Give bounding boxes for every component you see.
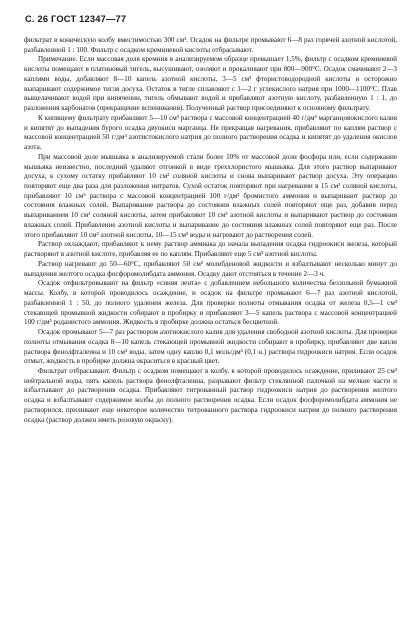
body-text: [24, 36, 397, 425]
paragraph-permanganate: К кипящему фильтрату прибавляют 5—10 см³ раствора с массовой концентрацией 40 г/дм³ марганцовокислого калия и кипятят до выпадения бурого осадка двуокиси марганца. Не прекращая нагревания, прибавляют по каплям раствор с массовой концентрацией 50 г/дм³ азотистокислого натрия до полного растворения осадка и кипятят до удаления окислов азота.: [24, 113, 397, 152]
page-header: С. 26 ГОСТ 12347—77: [25, 14, 127, 24]
paragraph-arsenic-removal: При массовой доле мышьяка в анализируемой стали более 10% от массовой доли фосфора или, если содержание мышьяка неизвестно, последний удаляют отгонкой в виде треххлористого мышьяка. Для этого раствор выпаривают досуха, к сухому остатку прибавляют 10 см³ соляной кислоты и снова выпаривают раствор досуха. Эту операцию повторяют еще два раза для разложения нитратов. Сухой остаток повторяют при нагревании в 15 см³ соляной кислоты, прибавляют 10 см³ раствора с массовой концентрацией 100 г/дм³ бромистого аммония и выпаривают раствор до состояния влажных солей. Выпаривание раствора до состояния влажных солей повторяют еще раз, добавив перед выпариванием 10 см³ соляной кислоты, затем прибавляют 10 см³ азотной кислоты и выпаривают раствор до состояния влажных солей. Прибавление азотной кислоты и выпаривание до состояния влажных солей повторяют еще раз. После этого прибавляют 10 см³ азотной кислоты, 10—15 см³ воды и нагревают до растворения солей.: [24, 152, 397, 239]
paragraph-titration: Фильтрат отбрасывают. Фильтр с осадком помещают в колбу, в которой проводилось осаждение, приливают 25 см³ нейтральной воды, пять капель раствора фенолфталеина, разрывают фильтр стеклянной палочкой на мелкие части и взбалтывают до растворения осадка. Прибавляют титрованный раствор гидроокиси натрия до растворения желтого осадка и взбалтывают содержимое колбы до полного растворения осадка. Если осадок фосфоромолибдата аммония не растворился, приливают еще некоторое количество титрованного раствора гидроокиси натрия до полного растворения осадка (раствор должен иметь розовую окраску).: [24, 366, 397, 424]
paragraph-note-silicon: Примечание. Если массовая доля кремния в анализируемом образце превышает 1,5%, фильтр с осадком кремниевой кислоты помещают в платиновый тигель, высушивают, озоляют и прокаливают при 800—900°С. Осадок смачивают 2—3 каплями воды, добавляют 8—10 капель азотной кислоты, 3—5 см³ фтористоводородной кислоты и осторожно выпаривают содержимое тигля досуха. Остаток в тигле сплавляют с 1—2 г углекислого натрия при 1000—1100°С. Плав выщелачивают водой при кипячении, тигель обмывают водой и прибавляют азотную кислоту, разбавленную 1 : 1, до разложения карбонатов (прекращение вспенивания). Полученный раствор присоединяют к основному фильтрату.: [24, 55, 397, 113]
paragraph-washing: Осадок промывают 5—7 раз раствором азотнокислого калия для удаления свободной азотной кислоты. Для проверки полноты отмывания осадка 8—10 капель стекающей промывной жидкости собирают в пробирку, прибавляют две капли раствора фенолфталеина и 10 см³ воды, затем одну каплю 0,1 моль/дм³ (0,1 н.) раствора гидроокиси натрия. Если осадок отмыт, жидкость в пробирке должна окраситься в красный цвет.: [24, 328, 397, 366]
paragraph-ammonia: Раствор охлаждают, прибавляют к нему раствор аммиака до начала выпадения осадка гидроокиси железа, который растворяют в азотной кислоте, прибавляя ее по каплям. Прибавляют еще 5 см³ азотной кислоты.: [24, 240, 397, 259]
paragraph-filtrate-intro: фильтрат в коническую колбу вместимостью 300 см³. Осадок на фильтре промывают 6—8 раз горячей азотной кислотой, разбавленной 1 : 100. Фильтр с осадком кремниевой кислоты отбрасывают.: [24, 36, 397, 54]
paragraph-filtering: Осадок отфильтровывают на фильтр «синяя лента» с добавлением небольшого количества беззольной бумажной массы. Колбу, в которой проводилось осаждение, и осадок на фильтре промывают 6—7 раз азотной кислотой, разбавленной 1 : 50, до полного удаления железа. Для проверки полноты отмывания осадка от железа 0,5—1 см³ стекающей промывной жидкости собирают в пробирку и прибавляют 3—5 капель раствора с массовой концентрацией 100 г/дм³ роданистого аммония. Жидкость в пробирке должна остаться бесцветной.: [24, 279, 397, 327]
paragraph-molybdic: Раствор нагревают до 50—60°С, прибавляют 50 см³ молибденовой жидкости и взбалтывают несколько минут до выпадения желтого осадка фосфоромолибдата аммония. Осадку дают отстояться в течение 2—3 ч.: [24, 259, 397, 278]
